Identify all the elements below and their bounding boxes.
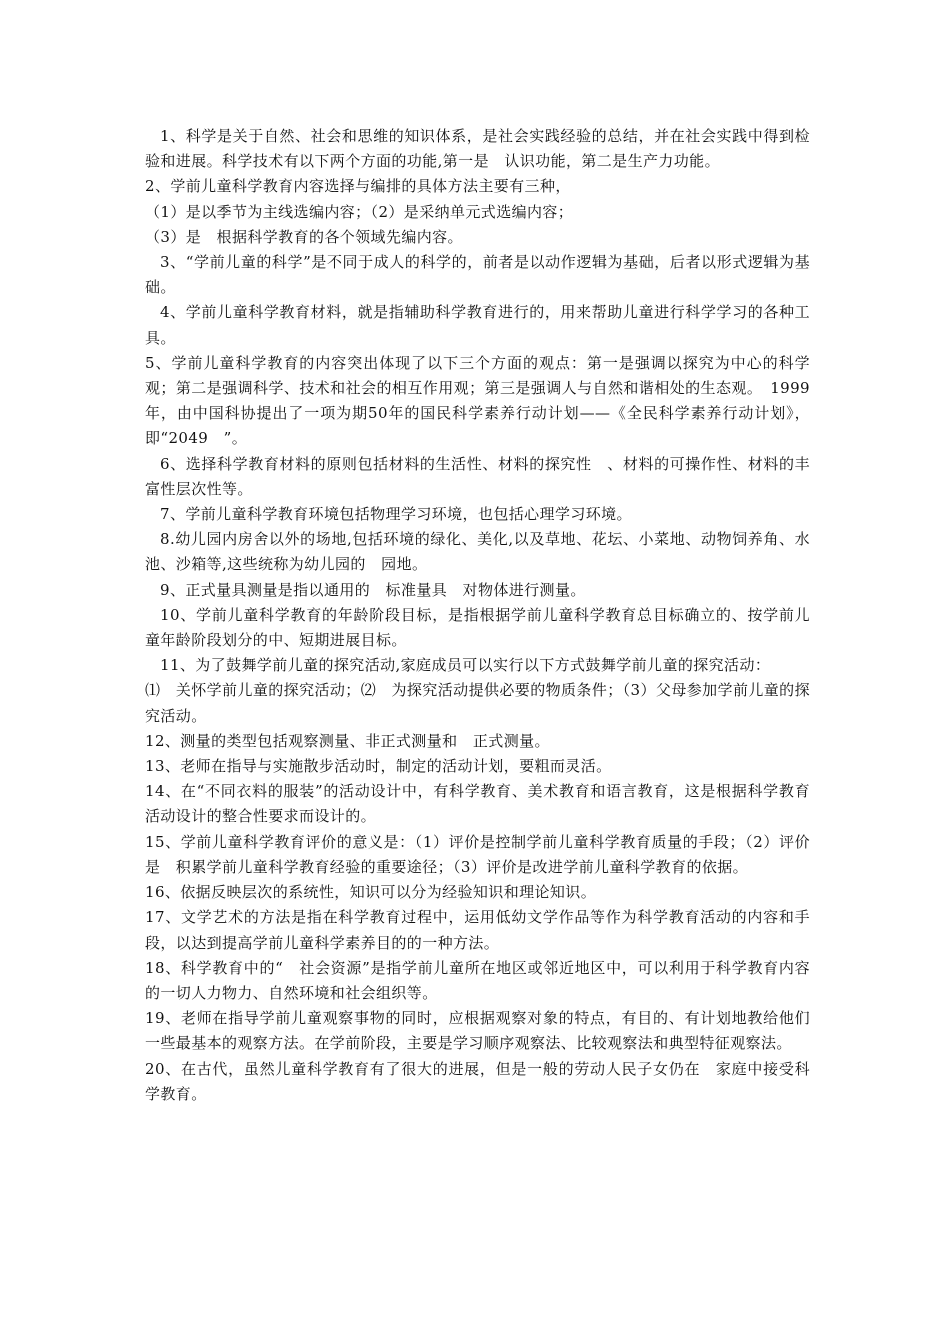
paragraph-item-18: 18、科学教育中的“ 社会资源”是指学前儿童所在地区或邻近地区中，可以利用于科学教育内容的一切人力物力、自然环境和社会组织等。 — [145, 958, 810, 1002]
paragraph-item-20: 20、在古代，虽然儿童科学教育有了很大的进展，但是一般的劳动人民子女仍在 家庭中接受科学教育。 — [145, 1059, 810, 1103]
paragraph-item-14: 14、在“不同衣料的服装”的活动设计中，有科学教育、美术教育和语言教育，这是根据科学教育活动设计的整合性要求而设计的。 — [145, 782, 810, 826]
paragraph-item-10: 10、学前儿童科学教育的年龄阶段目标，是指根据学前儿童科学教育总目标确立的、按学前儿童年龄阶段划分的中、短期进展目标。 — [145, 605, 810, 650]
paragraph-item-19: 19、老师在指导学前儿童观察事物的同时，应根据观察对象的特点，有目的、有计划地教给他们一些最基本的观察方法。在学前阶段，主要是学习顺序观察法、比较观察法和典型特征观察法。 — [145, 1009, 810, 1053]
paragraph-item-1: 1、科学是关于自然、社会和思维的知识体系，是社会实践经验的总结，并在社会实践中得到检验和进展。科学技术有以下两个方面的功能,第一是 认识功能，第二是生产力功能。 — [145, 127, 810, 171]
document-body — [145, 124, 810, 1107]
paragraph-item-4: 4、学前儿童科学教育材料，就是指辅助科学教育进行的，用来帮助儿童进行科学学习的各种工具。 — [145, 303, 810, 347]
paragraph-item-3: 3、“学前儿童的科学”是不同于成人的科学的，前者是以动作逻辑为基础，后者以形式逻辑为基础。 — [145, 253, 810, 297]
paragraph-item-6: 6、选择科学教育材料的原则包括材料的生活性、材料的探究性 、材料的可操作性、材料的丰富性层次性等。 — [145, 454, 810, 498]
paragraph-item-5: 5、学前儿童科学教育的内容突出体现了以下三个方面的观点：第一是强调以探究为中心的科学观；第二是强调科学、技术和社会的相互作用观；第三是强调人与自然和谐相处的生态观。 1999年，由中国科协提出了一项为期50年的国民科学素养行动计划——《全民科学素养行动计划》，即“2049 ”。 — [145, 353, 810, 448]
paragraph-item-2-sub-1: （1）是以季节为主线选编内容；（2）是采纳单元式选编内容； — [145, 202, 574, 221]
paragraph-item-11: 11、为了鼓舞学前儿童的探究活动,家庭成员可以实行以下方式鼓舞学前儿童的探究活动： — [160, 656, 771, 675]
paragraph-item-2: 2、学前儿童科学教育内容选择与编排的具体方法主要有三种， — [145, 177, 571, 196]
paragraph-item-11-sub: ⑴ 关怀学前儿童的探究活动；⑵ 为探究活动提供必要的物质条件；（3）父母参加学前儿童的探究活动。 — [145, 681, 810, 725]
paragraph-item-17: 17、文学艺术的方法是指在科学教育过程中，运用低幼文学作品等作为科学教育活动的内容和手段，以达到提高学前儿童科学素养目的的一种方法。 — [145, 908, 810, 952]
paragraph-item-7: 7、学前儿童科学教育环境包括物理学习环境，也包括心理学习环境。 — [160, 505, 632, 524]
paragraph-item-12: 12、测量的类型包括观察测量、非正式测量和 正式测量。 — [145, 731, 550, 750]
paragraph-item-16: 16、依据反映层次的系统性，知识可以分为经验知识和理论知识。 — [145, 883, 597, 902]
paragraph-item-13: 13、老师在指导与实施散步活动时，制定的活动计划，要粗而灵活。 — [145, 757, 612, 776]
paragraph-item-2-sub-2: （3）是 根据科学教育的各个领域先编内容。 — [145, 227, 463, 246]
paragraph-item-15: 15、学前儿童科学教育评价的意义是：（1）评价是控制学前儿童科学教育质量的手段；（2）评价是 积累学前儿童科学教育经验的重要途径；（3）评价是改进学前儿童科学教育的依据。 — [145, 832, 810, 876]
paragraph-item-8: 8.幼儿园内房舍以外的场地,包括环境的绿化、美化,以及草地、花坛、小菜地、动物饲养角、水池、沙箱等,这些统称为幼儿园的 园地。 — [145, 530, 810, 574]
paragraph-item-9: 9、正式量具测量是指以通用的 标准量具 对物体进行测量。 — [160, 580, 586, 599]
